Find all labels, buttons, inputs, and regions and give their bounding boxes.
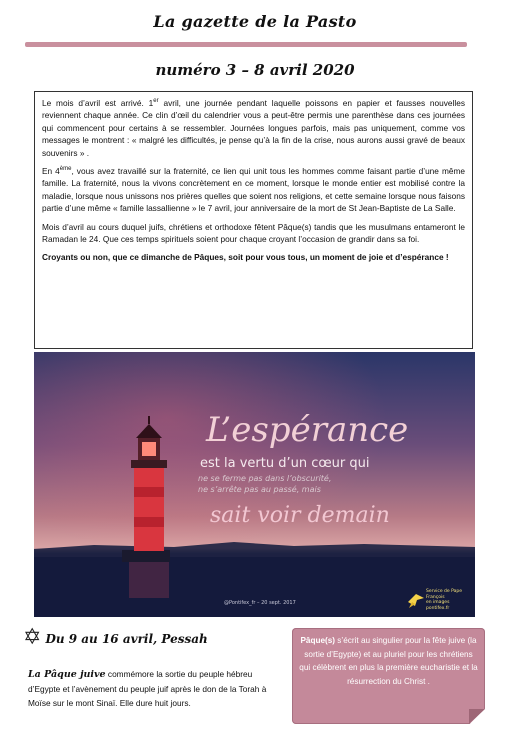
intro-text-box — [34, 91, 473, 349]
p1-sup: er — [153, 98, 159, 105]
p2-sup: ème — [59, 166, 72, 173]
p2-rest: , vous avez travaillé sur la fraternité, ce lien qui unit tous les hommes comme faisant partie d’une même famille. La fraternité, nous la vivons concrètement en ce moment, lorsque le monde entier est mobilisé contre la maladie, lorsque nous unissons nos prières quelles que soient nos religions, et cette semaine lorsque nous faisons partie d’une même « famille lassallienne » le 7 avril, jour anniversaire de la mort de St Jean-Baptiste de La Salle. — [42, 166, 465, 214]
logo-line-3: pontifex.fr — [426, 605, 450, 611]
quote-line-1: est la vertu d’un cœur qui — [200, 456, 370, 471]
logo-line-1: Service de Pape François — [426, 589, 463, 600]
intro-paragraph-3: Mois d’avril au cours duquel juifs, chrétiens et orthodoxe fêtent Pâque(s) tandis que les musulmans entameront le Ramadan le 24. Que ces temps spirituels soient pour chaque croyant l’occasion de grandir dans sa foi. — [42, 221, 465, 245]
paque-note-body: s’écrit au singulier pour la fête juive (la sortie d’Egypte) et au pluriel pour les chrétiens qui célèbrent en plus la première eucharistie et la résurrection du Christ . — [299, 636, 478, 686]
quote-line-4: sait voir demain — [210, 503, 390, 528]
quote-line-3: ne s’arrête pas au passé, mais — [198, 485, 321, 494]
issue-number: numéro 3 – 8 avril 2020 — [155, 61, 355, 79]
p2-start: En 4 — [42, 166, 60, 177]
intro-paragraph-4: Croyants ou non, que ce dimanche de Pâques, soit pour vous tous, un moment de joie et d’espérance ! — [42, 252, 449, 263]
image-credit: @Pontifex_fr – 20 sept. 2017 — [224, 600, 296, 606]
logo-line-2: en images — [426, 600, 450, 605]
intro-paragraph-1 — [42, 97, 465, 159]
intro-paragraph-2 — [42, 165, 465, 215]
paque-note-fold — [469, 709, 485, 724]
gazette-title: La gazette de la Pasto — [153, 12, 357, 31]
quote-title: L’espérance — [206, 410, 409, 450]
title-divider — [25, 42, 467, 47]
paque-note-bold: Pâque(s) — [300, 636, 336, 645]
pessah-body: commémore la sortie du peuple hébreu d’Egypte et l’avènement du peuple juif après le don de la Torah à Moïse sur le mont Sinaï. Elle dure huit jours. — [28, 669, 267, 708]
p1-rest: avril, une journée pendant laquelle poissons en papier et fausses nouvelles reviennent chaque année. Ce clin d’œil du calendrier vous a peut-être permis une parenthèse dans ces journées qui commencent pour certains à se ressembler. Journées longues parfois, mais pas uniquement, comme vos messages le montrent : « malgré les difficultés, je pense qu’à la fin de la crise, nous aurons aussi gravé de beaux souvenirs » . — [42, 98, 465, 158]
bird-logo-icon — [406, 588, 426, 610]
pessah-title: Du 9 au 16 avril, Pessah — [45, 632, 208, 646]
logo-text — [426, 589, 470, 611]
pessah-heading — [23, 626, 208, 648]
hope-lighthouse-image — [34, 352, 475, 617]
paque-note-text — [298, 634, 479, 688]
quote-line-2: ne se ferme pas dans l’obscurité, — [198, 474, 332, 483]
pessah-paragraph — [28, 667, 282, 710]
p1-start: Le mois d’avril est arrivé. 1 — [42, 98, 154, 108]
pontifex-logo — [406, 588, 470, 610]
pessah-lead: La Pâque juive — [28, 669, 106, 680]
star-of-david-icon: ✡ — [23, 624, 42, 649]
